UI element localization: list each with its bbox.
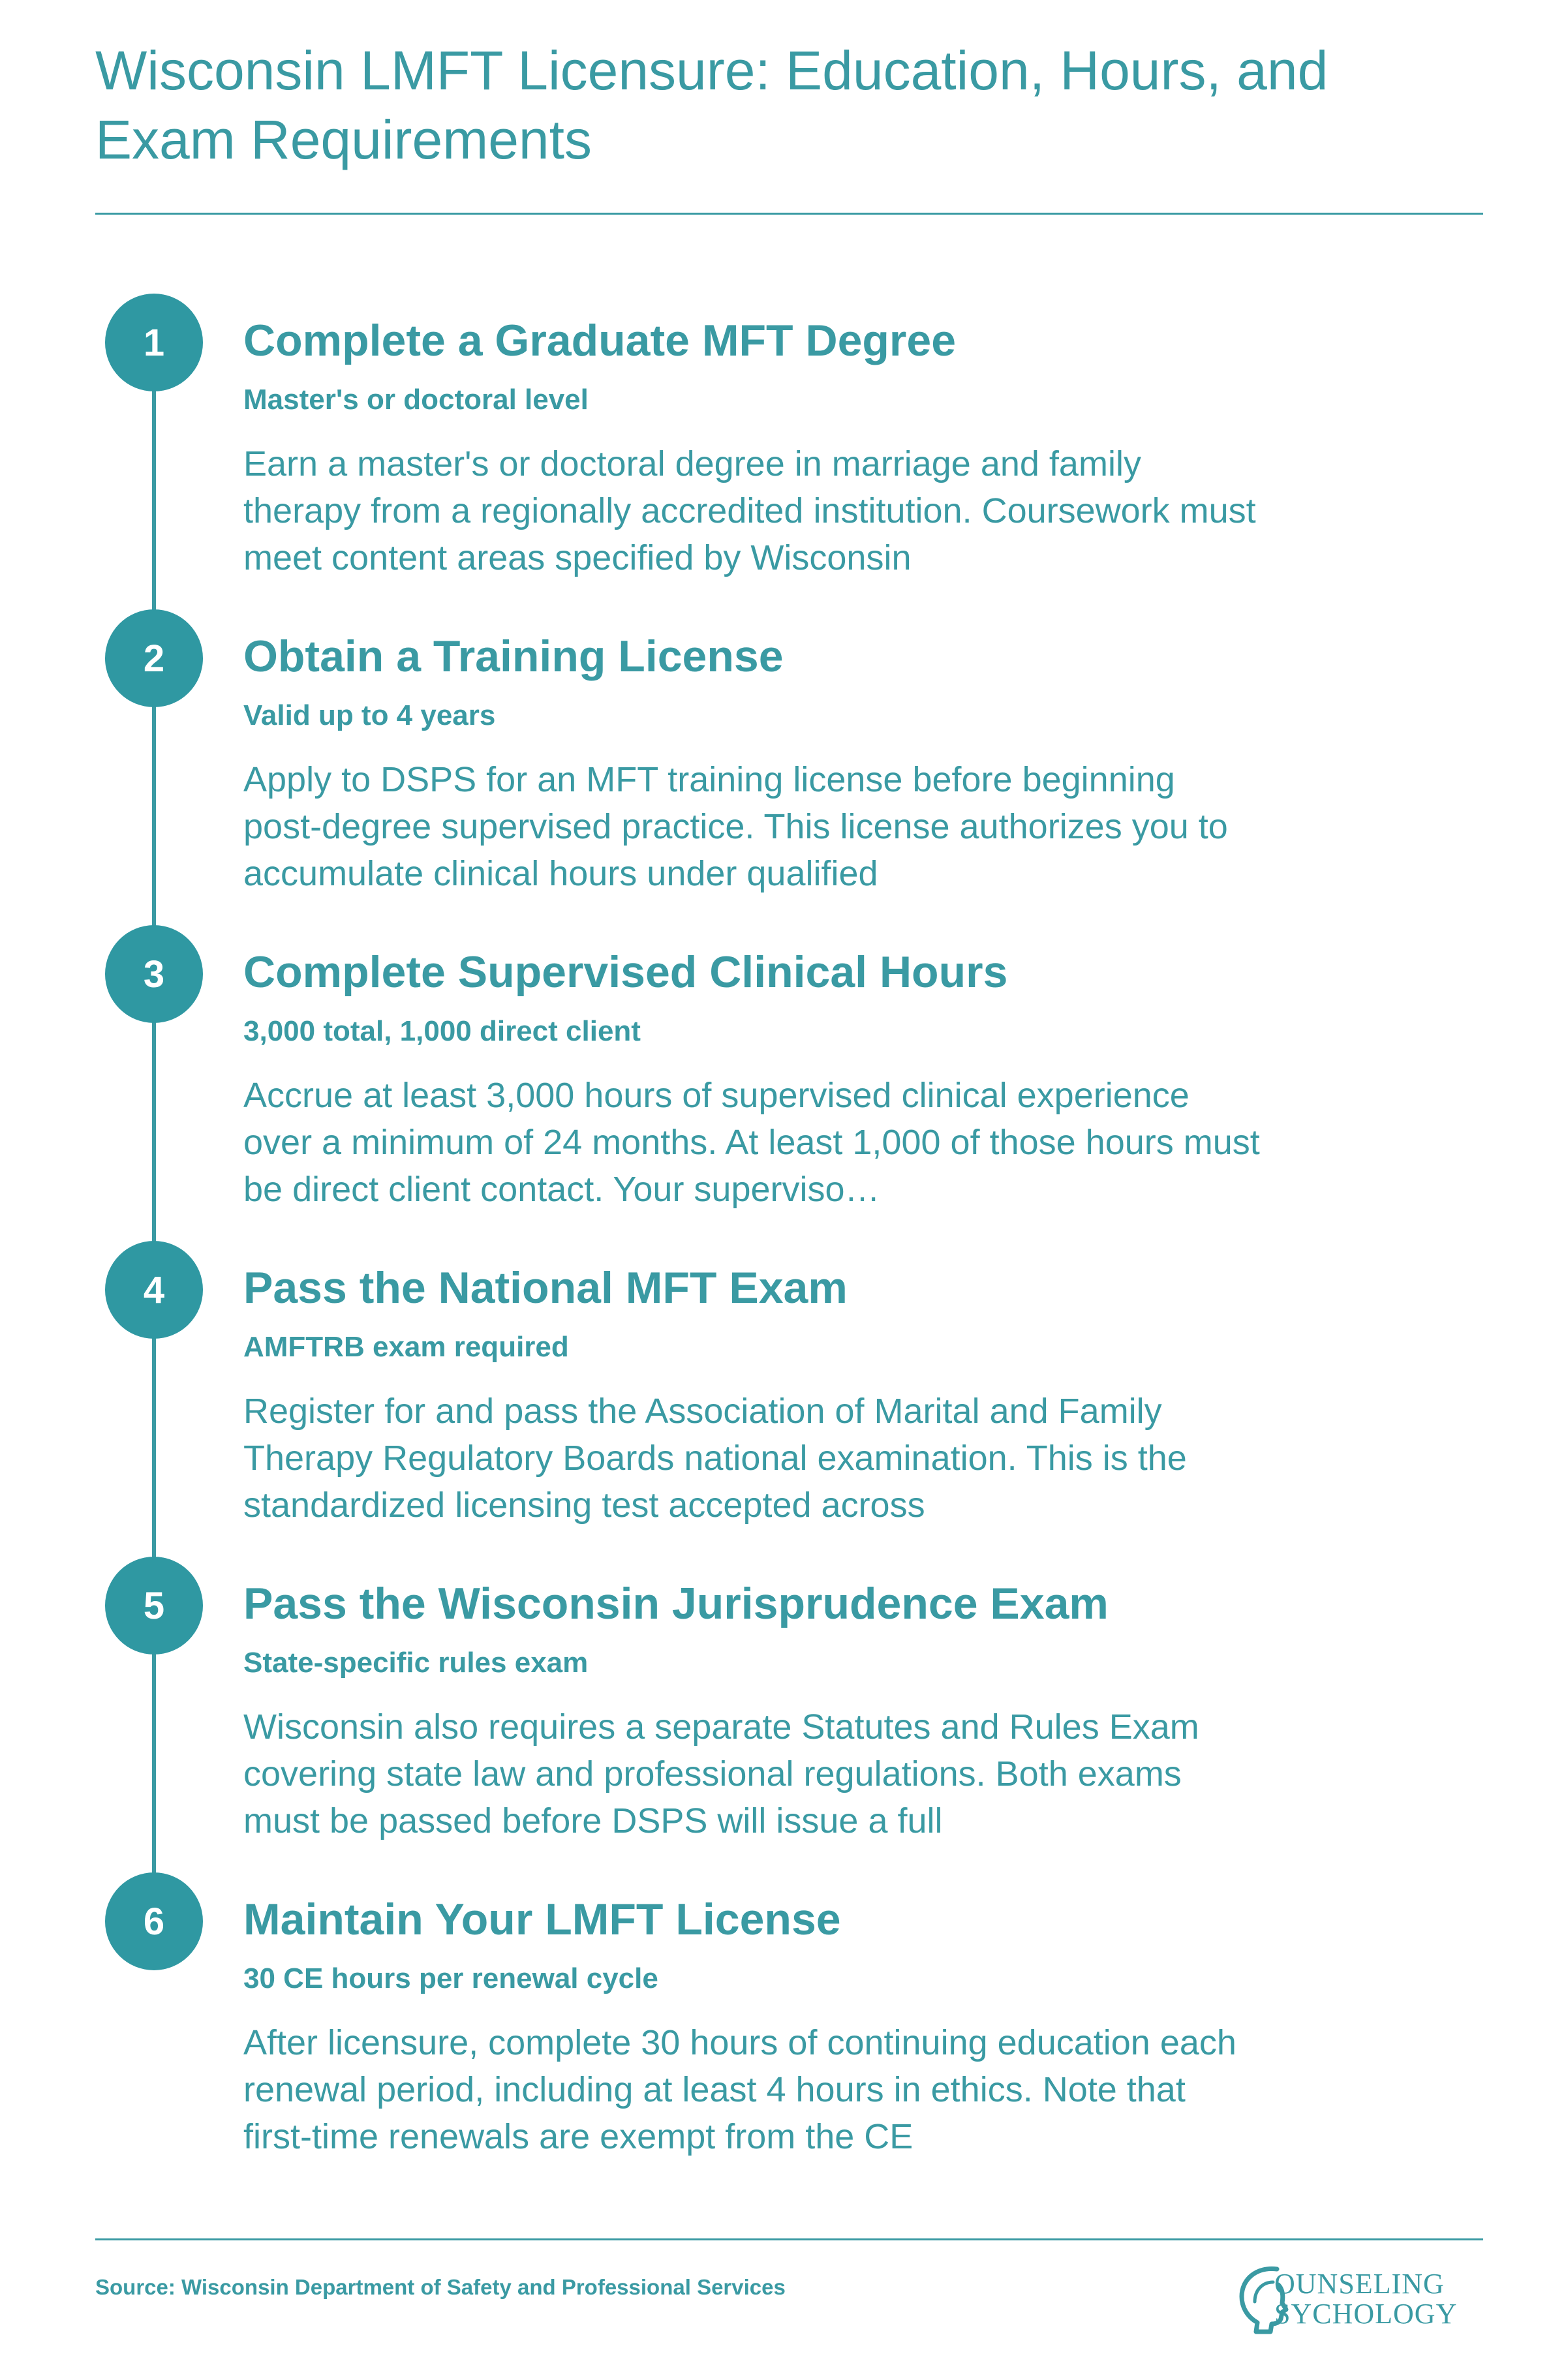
step-title: Complete Supervised Clinical Hours <box>243 947 1008 997</box>
step-description: Apply to DSPS for an MFT training license before beginning post-degree supervised practice. This license authorizes you to accumulate clinical hours under qualified <box>243 760 1228 893</box>
source-credit: Source: Wisconsin Department of Safety and Professional Services <box>95 2275 786 2299</box>
step-2 <box>0 609 1566 909</box>
step-title: Maintain Your LMFT License <box>243 1895 841 1944</box>
footer-divider <box>95 2238 1483 2240</box>
step-title: Pass the Wisconsin Jurisprudence Exam <box>243 1579 1109 1628</box>
step-title: Obtain a Training License <box>243 632 784 681</box>
step-number-badge: 6 <box>105 1872 203 1970</box>
step-1 <box>0 294 1566 594</box>
step-title: Complete a Graduate MFT Degree <box>243 316 957 365</box>
step-4 <box>0 1241 1566 1541</box>
step-description: Wisconsin also requires a separate Statutes and Rules Exam covering state law and professional regulations. Both exams must be passed before DSPS will issue a full <box>243 1707 1199 1840</box>
step-title: Pass the National MFT Exam <box>243 1263 848 1313</box>
page-title: Wisconsin LMFT Licensure: Education, Hours, and Exam Requirements <box>95 40 1328 170</box>
step-subtitle: 30 CE hours per renewal cycle <box>243 1962 658 1994</box>
step-number-badge: 4 <box>105 1241 203 1339</box>
step-description: Register for and pass the Association of Marital and Family Therapy Regulatory Boards national examination. This is the standardized licensing test accepted across <box>243 1392 1187 1525</box>
step-6 <box>0 1872 1566 2173</box>
step-description: Accrue at least 3,000 hours of supervised clinical experience over a minimum of 24 months. At least 1,000 of those hours must be direct client contact. Your superviso… <box>243 1076 1260 1209</box>
step-description: Earn a master's or doctoral degree in marriage and family therapy from a regionally accredited institution. Coursework must meet content areas specified by Wisconsin <box>243 444 1256 577</box>
logo-line-1: OUNSELING <box>1274 2268 1445 2300</box>
step-number-badge: 3 <box>105 925 203 1023</box>
step-number-badge: 1 <box>105 294 203 391</box>
step-subtitle: 3,000 total, 1,000 direct client <box>243 1015 641 1047</box>
counseling-psychology-logo <box>1236 2263 1488 2334</box>
step-description: After licensure, complete 30 hours of continuing education each renewal period, including at least 4 hours in ethics. Note that first-time renewals are exempt from the CE <box>243 2023 1236 2156</box>
header-divider <box>95 213 1483 215</box>
step-3 <box>0 925 1566 1225</box>
step-subtitle: State-specific rules exam <box>243 1647 589 1679</box>
step-number-badge: 2 <box>105 609 203 707</box>
step-subtitle: AMFTRB exam required <box>243 1331 569 1363</box>
step-number-badge: 5 <box>105 1557 203 1655</box>
step-subtitle: Master's or doctoral level <box>243 384 589 416</box>
step-subtitle: Valid up to 4 years <box>243 699 496 731</box>
step-5 <box>0 1557 1566 1857</box>
logo-line-2: SYCHOLOGY <box>1274 2298 1458 2330</box>
